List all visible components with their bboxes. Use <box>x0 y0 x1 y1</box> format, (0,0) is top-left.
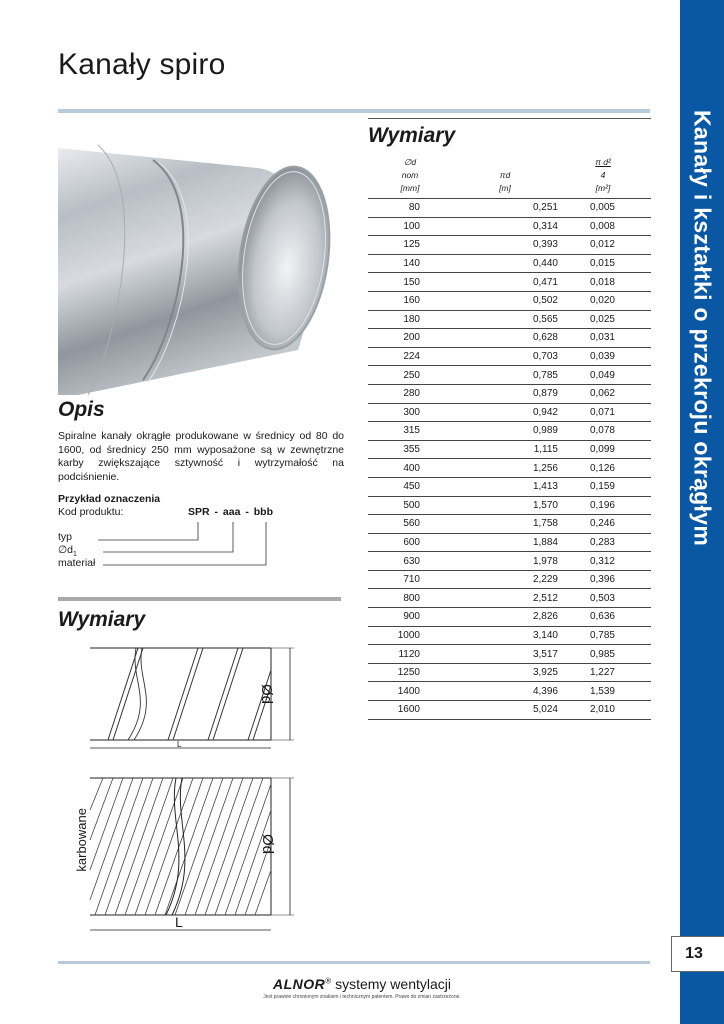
dimensions-table-body <box>368 199 651 720</box>
header-diameter-unit: [mm] <box>400 183 420 193</box>
diameter-cell: 1120 <box>368 645 420 664</box>
circumference-cell: 0,879 <box>420 384 558 403</box>
header-area-formula: π d² <box>595 157 611 167</box>
diameter-cell: 250 <box>368 366 420 385</box>
table-row <box>368 570 651 589</box>
diameter-cell: 355 <box>368 440 420 459</box>
area-cell: 1,227 <box>558 663 651 682</box>
corrugated-duct-diagram <box>58 770 344 945</box>
table-row <box>368 626 651 645</box>
diameter-cell: 1000 <box>368 626 420 645</box>
diameter-cell: 224 <box>368 347 420 366</box>
area-cell: 0,018 <box>558 273 651 292</box>
diameter-cell: 160 <box>368 291 420 310</box>
diameter-cell: 100 <box>368 217 420 236</box>
area-cell: 0,062 <box>558 384 651 403</box>
area-cell: 0,396 <box>558 570 651 589</box>
table-row <box>368 701 651 720</box>
area-cell: 0,785 <box>558 626 651 645</box>
header-area-divisor: 4 <box>600 170 606 180</box>
area-cell: 0,020 <box>558 291 651 310</box>
circumference-cell: 0,989 <box>420 422 558 441</box>
area-cell: 1,539 <box>558 682 651 701</box>
circumference-cell: 0,251 <box>420 199 558 218</box>
circumference-cell: 1,758 <box>420 515 558 534</box>
table-row <box>368 199 651 218</box>
page-title: Kanały spiro <box>58 48 226 81</box>
table-row <box>368 645 651 664</box>
brand-tagline: systemy wentylacji <box>331 976 451 992</box>
diameter-cell: 630 <box>368 552 420 571</box>
table-row <box>368 366 651 385</box>
table-row <box>368 477 651 496</box>
side-section-label: Kanały i kształtki o przekroju okrągłym <box>689 110 716 547</box>
table-row <box>368 291 651 310</box>
circumference-cell: 2,512 <box>420 589 558 608</box>
circumference-cell: 0,942 <box>420 403 558 422</box>
area-cell: 0,031 <box>558 329 651 348</box>
area-cell: 0,012 <box>558 236 651 255</box>
table-row <box>368 273 651 292</box>
area-cell: 0,071 <box>558 403 651 422</box>
brand-logo-text: ALNOR <box>273 976 326 992</box>
table-row <box>368 608 651 627</box>
diameter-cell: 1250 <box>368 663 420 682</box>
circumference-cell: 4,396 <box>420 682 558 701</box>
diameter-cell: 140 <box>368 254 420 273</box>
description-text: Spiralne kanały okrągłe produkowane w średnicy od 80 do 1600, od średnicy 250 mm wyposażone są w zewnętrzne karby zwiększające sztywność i wytrzymałość na podciśnienie. <box>58 430 344 483</box>
circumference-cell: 0,628 <box>420 329 558 348</box>
area-cell: 0,985 <box>558 645 651 664</box>
circumference-cell: 3,517 <box>420 645 558 664</box>
circumference-cell: 1,570 <box>420 496 558 515</box>
footer <box>0 976 724 1000</box>
area-cell: 0,159 <box>558 477 651 496</box>
table-row <box>368 440 651 459</box>
diameter-cell: 300 <box>368 403 420 422</box>
table-row <box>368 515 651 534</box>
table-row <box>368 329 651 348</box>
area-cell: 0,008 <box>558 217 651 236</box>
code-part-material: materiał <box>58 557 96 569</box>
registered-mark: ® <box>325 976 332 986</box>
diameter-symbol: ∅d <box>58 544 73 556</box>
table-row <box>368 533 651 552</box>
circumference-cell: 0,440 <box>420 254 558 273</box>
table-row <box>368 384 651 403</box>
area-cell: 0,126 <box>558 459 651 478</box>
diameter-cell: 710 <box>368 570 420 589</box>
area-cell: 0,246 <box>558 515 651 534</box>
diameter-cell: 200 <box>368 329 420 348</box>
circumference-cell: 3,140 <box>420 626 558 645</box>
circumference-cell: 0,314 <box>420 217 558 236</box>
diameter-cell: 315 <box>368 422 420 441</box>
product-code: SPR - aaa - bbb <box>188 506 274 518</box>
example-title: Przykład oznaczenia <box>58 493 161 505</box>
circumference-cell: 0,785 <box>420 366 558 385</box>
diameter-cell: 500 <box>368 496 420 515</box>
corrugated-duct-diameter-label: Ød <box>259 834 276 855</box>
table-top-rule <box>368 118 651 119</box>
footer-brand <box>0 976 724 992</box>
area-cell: 0,503 <box>558 589 651 608</box>
table-row <box>368 422 651 441</box>
area-cell: 0,312 <box>558 552 651 571</box>
page-number-box <box>671 936 724 972</box>
corrugated-label: karbowane <box>74 808 89 872</box>
dimensions-heading-right: Wymiary <box>368 124 456 147</box>
circumference-cell: 1,884 <box>420 533 558 552</box>
circumference-cell: 2,229 <box>420 570 558 589</box>
code-label: Kod produktu: <box>58 506 124 518</box>
table-row <box>368 254 651 273</box>
header-area-unit: [m²] <box>595 183 611 193</box>
circumference-cell: 1,256 <box>420 459 558 478</box>
circumference-cell: 1,413 <box>420 477 558 496</box>
page-number: 13 <box>685 945 703 962</box>
area-cell: 0,099 <box>558 440 651 459</box>
area-cell: 0,025 <box>558 310 651 329</box>
diameter-cell: 180 <box>368 310 420 329</box>
diameter-subscript: 1 <box>73 551 77 559</box>
section-divider <box>58 597 341 601</box>
table-row <box>368 589 651 608</box>
diameter-cell: 450 <box>368 477 420 496</box>
diameter-cell: 560 <box>368 515 420 534</box>
plain-duct-diameter-label: Ød <box>258 684 275 705</box>
header-circumference <box>480 156 530 195</box>
diameter-cell: 900 <box>368 608 420 627</box>
area-cell: 0,005 <box>558 199 651 218</box>
header-diameter-nom: nom <box>401 170 419 180</box>
header-circumference-formula: πd <box>499 170 511 180</box>
top-divider <box>58 109 650 113</box>
area-cell: 0,636 <box>558 608 651 627</box>
table-row <box>368 217 651 236</box>
area-cell: 0,015 <box>558 254 651 273</box>
table-row <box>368 459 651 478</box>
circumference-cell: 1,978 <box>420 552 558 571</box>
header-diameter <box>388 156 432 195</box>
header-diameter-symbol: ∅d <box>403 157 417 167</box>
code-leader-lines <box>58 514 288 574</box>
table-row <box>368 682 651 701</box>
diameter-cell: 400 <box>368 459 420 478</box>
area-cell: 2,010 <box>558 701 651 720</box>
diameter-cell: 800 <box>368 589 420 608</box>
diameter-cell: 150 <box>368 273 420 292</box>
header-circumference-blank <box>480 156 530 169</box>
circumference-cell: 5,024 <box>420 701 558 720</box>
diameter-cell: 1400 <box>368 682 420 701</box>
corrugated-duct-length-label: L <box>175 914 183 930</box>
code-part-typ: typ <box>58 531 73 543</box>
table-row <box>368 347 651 366</box>
dimensions-heading-left: Wymiary <box>58 608 146 631</box>
plain-duct-length-label: L <box>177 740 182 749</box>
area-cell: 0,078 <box>558 422 651 441</box>
diameter-cell: 125 <box>368 236 420 255</box>
table-row <box>368 552 651 571</box>
dimensions-table <box>368 198 651 720</box>
area-cell: 0,039 <box>558 347 651 366</box>
table-row <box>368 236 651 255</box>
area-cell: 0,283 <box>558 533 651 552</box>
table-row <box>368 310 651 329</box>
circumference-cell: 0,393 <box>420 236 558 255</box>
circumference-cell: 3,925 <box>420 663 558 682</box>
table-row <box>368 663 651 682</box>
product-photo <box>58 140 344 395</box>
plain-duct-diagram <box>58 640 344 765</box>
circumference-cell: 1,115 <box>420 440 558 459</box>
header-area <box>578 156 628 195</box>
circumference-cell: 0,471 <box>420 273 558 292</box>
description-heading: Opis <box>58 398 105 421</box>
table-row <box>368 496 651 515</box>
circumference-cell: 2,826 <box>420 608 558 627</box>
circumference-cell: 0,565 <box>420 310 558 329</box>
header-circumference-unit: [m] <box>499 183 511 193</box>
diameter-cell: 280 <box>368 384 420 403</box>
footer-note: Jest prawnie chronionym znakiem i technicznym patentem. Prawo do zmian zastrzeżone. <box>263 994 461 1000</box>
area-cell: 0,049 <box>558 366 651 385</box>
diameter-cell: 600 <box>368 533 420 552</box>
area-cell: 0,196 <box>558 496 651 515</box>
circumference-cell: 0,502 <box>420 291 558 310</box>
diameter-cell: 1600 <box>368 701 420 720</box>
circumference-cell: 0,703 <box>420 347 558 366</box>
diameter-cell: 80 <box>368 199 420 218</box>
table-row <box>368 403 651 422</box>
bottom-divider <box>58 961 650 964</box>
